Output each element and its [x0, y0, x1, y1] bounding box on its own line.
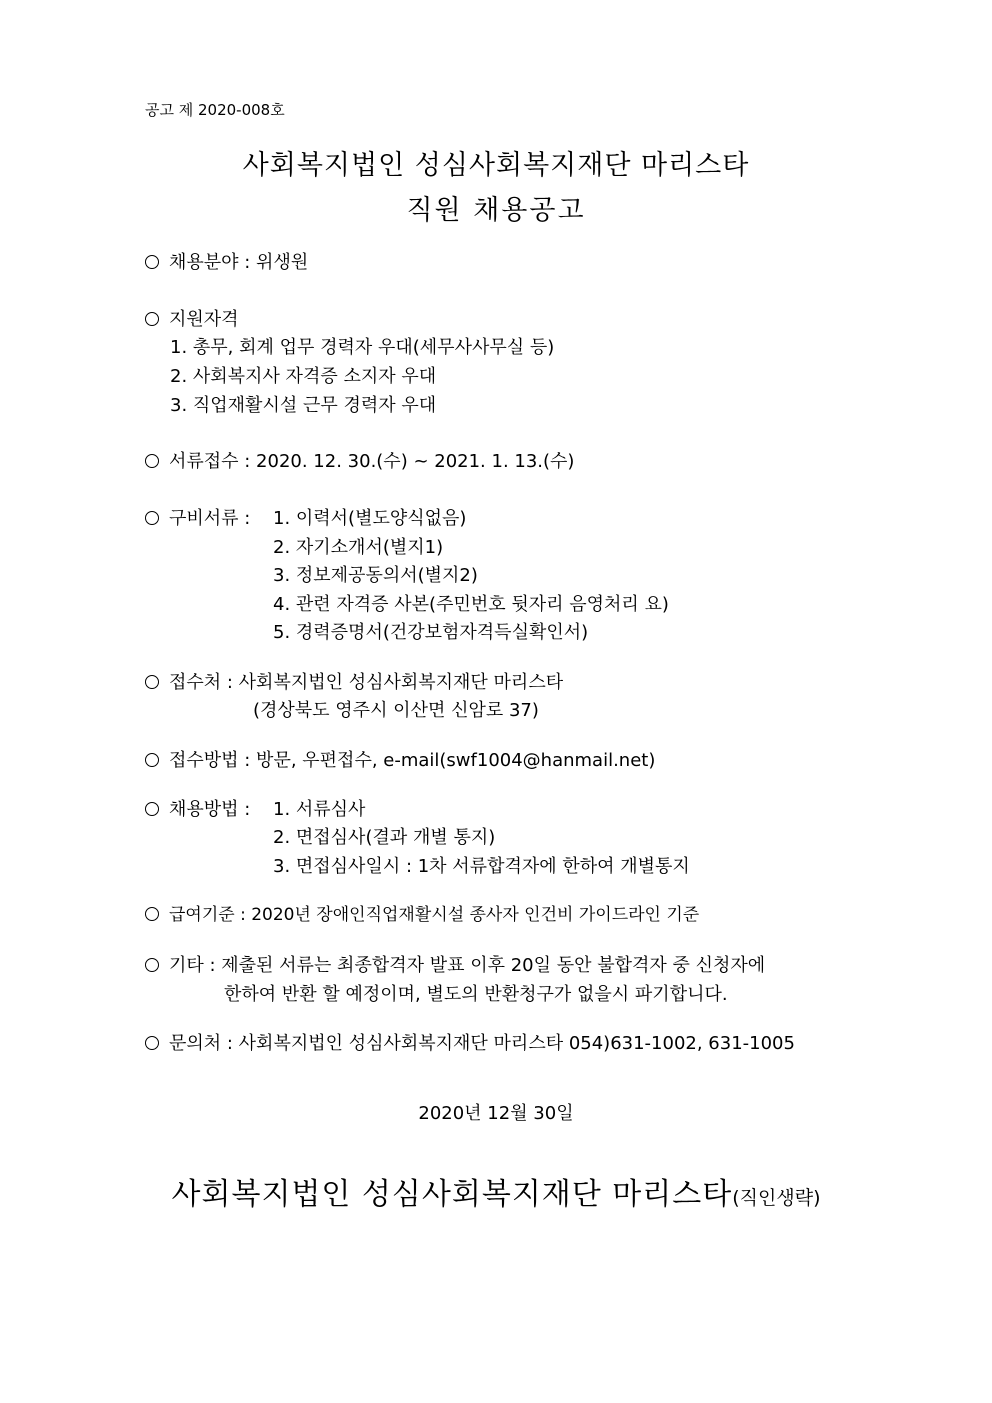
selection-label: 채용방법 : — [169, 799, 251, 820]
circle-bullet-icon — [145, 1036, 159, 1050]
etc-continuation: 한하여 반환 할 예정이며, 별도의 반환청구가 없을시 파기합니다. — [224, 984, 728, 1005]
document-item: 3. 정보제공동의서(별지2) — [273, 565, 478, 586]
qualification-heading: 지원자격 — [169, 309, 239, 330]
etc-text: 기타 : 제출된 서류는 최종합격자 발표 이후 20일 동안 불합격자 중 신청자에 — [169, 955, 766, 976]
circle-bullet-icon — [145, 958, 159, 972]
contact-row — [145, 1035, 795, 1053]
documents-row — [145, 510, 250, 528]
selection-row — [145, 801, 250, 819]
contact-text: 문의처 : 사회복지법인 성심사회복지재단 마리스타 054)631-1002, 631-1005 — [169, 1033, 795, 1054]
document-item: 2. 자기소개서(별지1) — [273, 537, 444, 558]
notice-number: 공고 제 2020-008호 — [145, 101, 285, 119]
qualification-item: 2. 사회복지사 자격증 소지자 우대 — [170, 366, 437, 387]
footer-organization — [0, 1177, 992, 1212]
circle-bullet-icon — [145, 511, 159, 525]
field-text: 채용분야 : 위생원 — [169, 252, 309, 273]
circle-bullet-icon — [145, 675, 159, 689]
selection-item: 1. 서류심사 — [273, 799, 366, 820]
method-text: 접수방법 : 방문, 우편접수, e-mail(swf1004@hanmail.net) — [169, 750, 656, 771]
field-row — [145, 254, 308, 272]
method-row — [145, 752, 655, 770]
reception-text: 접수처 : 사회복지법인 성심사회복지재단 마리스타 — [169, 672, 564, 693]
submission-period-text: 서류접수 : 2020. 12. 30.(수) ~ 2021. 1. 13.(수) — [169, 451, 575, 472]
circle-bullet-icon — [145, 802, 159, 816]
qualification-item: 1. 총무, 회계 업무 경력자 우대(세무사사무실 등) — [170, 337, 555, 358]
footer-organization-name: 사회복지법인 성심사회복지재단 마리스타 — [171, 1177, 733, 1212]
document-item: 1. 이력서(별도양식없음) — [273, 508, 467, 529]
qualification-item: 3. 직업재활시설 근무 경력자 우대 — [170, 395, 437, 416]
selection-item: 2. 면접심사(결과 개별 통지) — [273, 827, 496, 848]
document-item: 4. 관련 자격증 사본(주민번호 뒷자리 음영처리 요) — [273, 594, 669, 615]
salary-row — [145, 907, 699, 924]
circle-bullet-icon — [145, 312, 159, 326]
salary-text: 급여기준 : 2020년 장애인직업재활시설 종사자 인건비 가이드라인 기준 — [169, 905, 700, 925]
seal-omitted-note: (직인생략) — [732, 1187, 821, 1209]
reception-row — [145, 674, 563, 692]
reception-address: (경상북도 영주시 이산면 신암로 37) — [253, 700, 539, 721]
circle-bullet-icon — [145, 255, 159, 269]
notice-date: 2020년 12월 30일 — [418, 1103, 574, 1124]
document-item: 5. 경력증명서(건강보험자격득실확인서) — [273, 622, 589, 643]
qualification-heading-row — [145, 311, 239, 329]
etc-row — [145, 957, 765, 975]
document-title-line2: 직원 채용공고 — [406, 195, 586, 226]
circle-bullet-icon — [145, 907, 159, 921]
circle-bullet-icon — [145, 753, 159, 767]
documents-label: 구비서류 : — [169, 508, 251, 529]
circle-bullet-icon — [145, 454, 159, 468]
selection-item: 3. 면접심사일시 : 1차 서류합격자에 한하여 개별통지 — [273, 856, 690, 877]
submission-period-row — [145, 453, 574, 471]
document-title-line1: 사회복지법인 성심사회복지재단 마리스타 — [242, 150, 750, 181]
